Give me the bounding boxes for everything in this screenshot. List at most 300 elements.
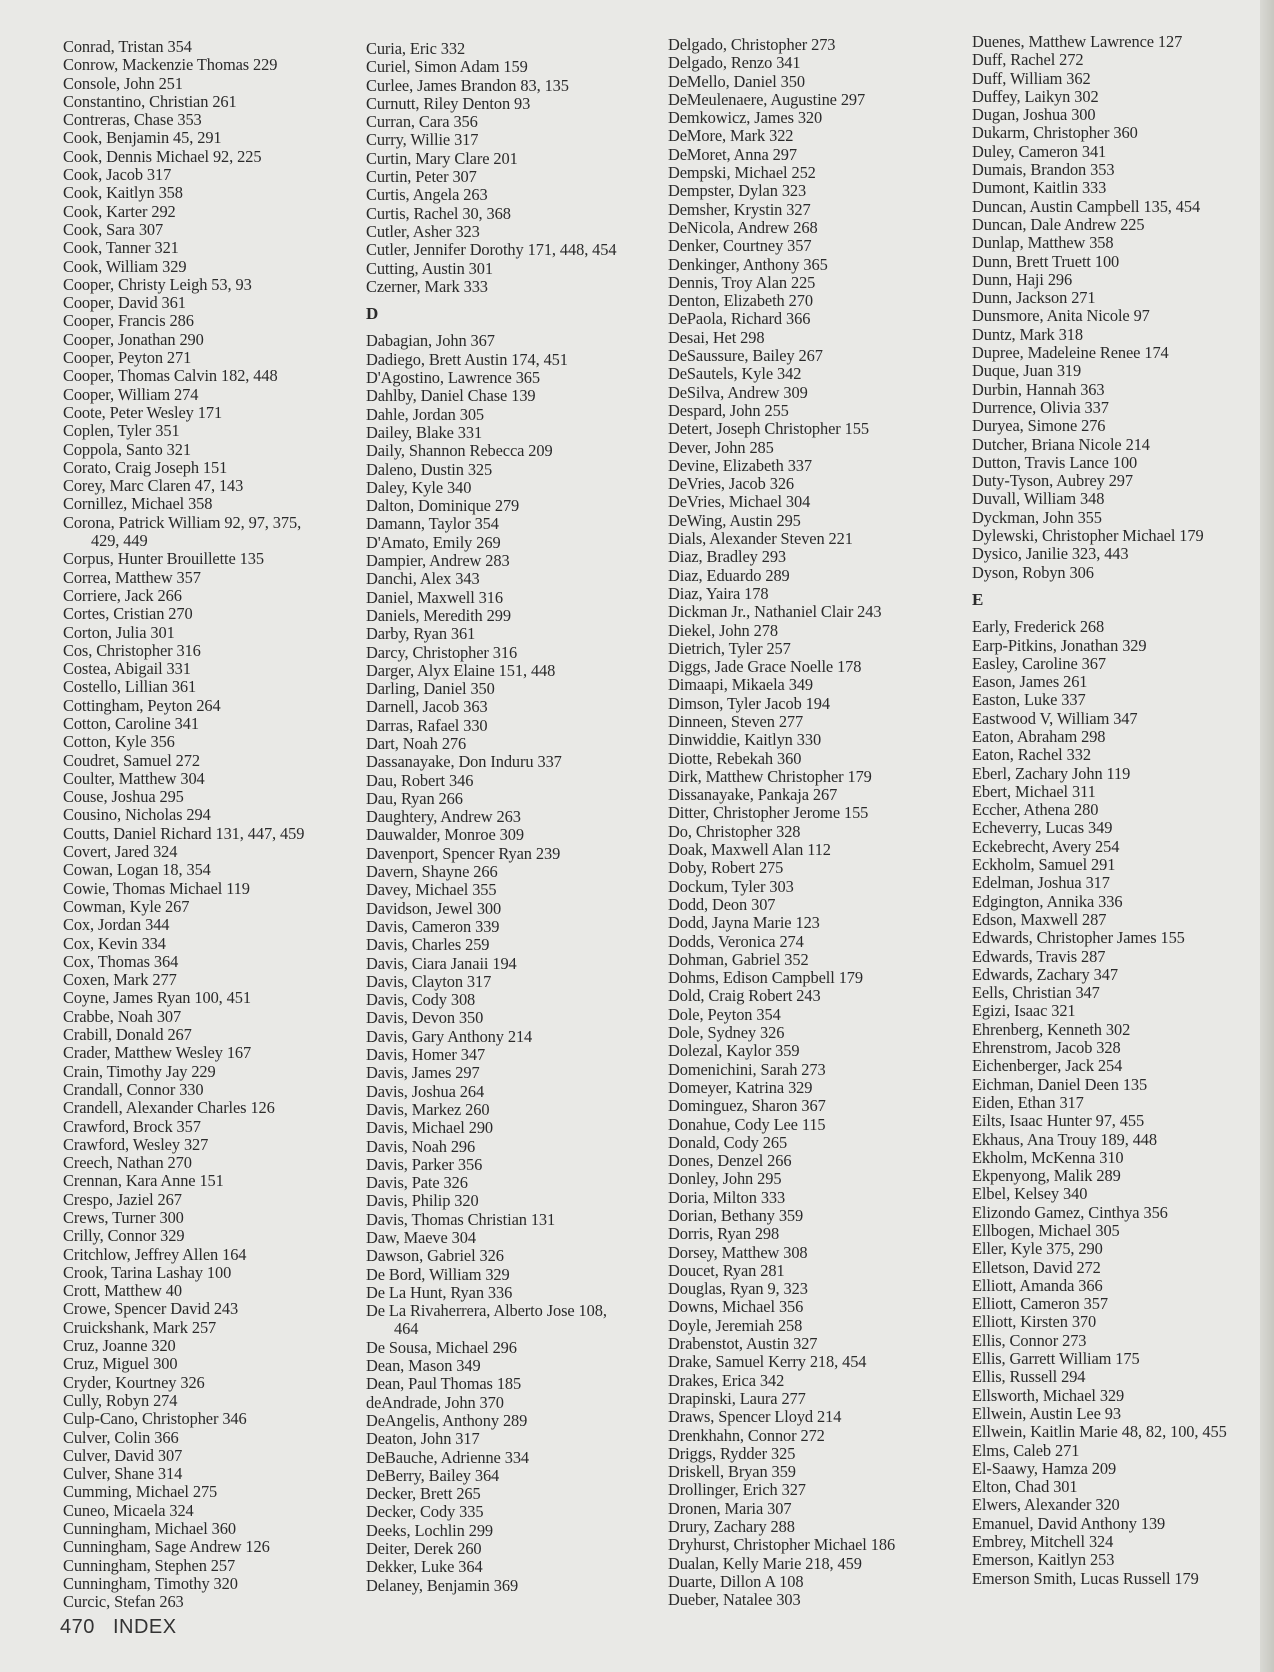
index-entry: Cutler, Asher 323 bbox=[366, 221, 480, 241]
index-entry: Coyne, James Ryan 100, 451 bbox=[63, 988, 251, 1008]
index-entry: Easton, Luke 337 bbox=[972, 690, 1086, 710]
index-entry: Deaton, John 317 bbox=[366, 1429, 480, 1449]
index-entry: Diotte, Rebekah 360 bbox=[668, 748, 802, 768]
index-entry: Cowie, Thomas Michael 119 bbox=[63, 878, 250, 898]
index-entry: Coulter, Matthew 304 bbox=[63, 768, 205, 788]
index-entry: Cowman, Kyle 267 bbox=[63, 896, 190, 916]
index-entry: Delgado, Renzo 341 bbox=[668, 53, 801, 73]
index-entry: Cruickshank, Mark 257 bbox=[63, 1317, 217, 1337]
index-entry: Drenkhahn, Connor 272 bbox=[668, 1425, 825, 1445]
index-entry: Doyle, Jeremiah 258 bbox=[668, 1315, 803, 1335]
index-entry: Dronen, Maria 307 bbox=[668, 1498, 792, 1518]
index-entry: Dart, Noah 276 bbox=[366, 733, 467, 753]
index-entry: Cutting, Austin 301 bbox=[366, 258, 493, 278]
page-number: 470 bbox=[60, 1616, 95, 1638]
index-entry: Constantino, Christian 261 bbox=[63, 91, 237, 111]
index-entry: Curcic, Stefan 263 bbox=[63, 1592, 184, 1612]
index-entry: Daily, Shannon Rebecca 209 bbox=[366, 441, 553, 461]
index-entry: Dassanayake, Don Induru 337 bbox=[366, 752, 562, 772]
index-entry: Denker, Courtney 357 bbox=[668, 236, 812, 256]
index-entry: Dueber, Natalee 303 bbox=[668, 1590, 801, 1610]
index-entry: Cunningham, Sage Andrew 126 bbox=[63, 1537, 270, 1557]
index-entry: DeMoret, Anna 297 bbox=[668, 144, 797, 164]
index-entry: Elms, Caleb 271 bbox=[972, 1440, 1080, 1460]
index-entry: Coote, Peter Wesley 171 bbox=[63, 402, 223, 422]
index-entry: Duarte, Dillon A 108 bbox=[668, 1571, 804, 1591]
index-entry: Do, Christopher 328 bbox=[668, 821, 801, 841]
index-entry: Cotton, Kyle 356 bbox=[63, 732, 175, 752]
index-entry: Cousino, Nicholas 294 bbox=[63, 805, 211, 825]
index-entry: Drollinger, Erich 327 bbox=[668, 1480, 806, 1500]
index-entry: Dukarm, Christopher 360 bbox=[972, 123, 1138, 143]
index-entry: Couse, Joshua 295 bbox=[63, 787, 184, 807]
index-entry: Culver, David 307 bbox=[63, 1445, 183, 1465]
index-entry: Edwards, Zachary 347 bbox=[972, 964, 1118, 984]
index-entry: Corey, Marc Claren 47, 143 bbox=[63, 476, 244, 496]
index-entry: Cook, William 329 bbox=[63, 256, 187, 276]
index-entry: Crews, Turner 300 bbox=[63, 1208, 184, 1227]
index-entry: Davey, Michael 355 bbox=[366, 880, 497, 900]
index-entry: Earp-Pitkins, Jonathan 329 bbox=[972, 635, 1147, 655]
index-entry: Davis, James 297 bbox=[366, 1063, 480, 1083]
index-entry: Davis, Gary Anthony 214 bbox=[366, 1026, 533, 1046]
index-entry: Dunn, Haji 296 bbox=[972, 269, 1073, 289]
index-entry: Duty-Tyson, Aubrey 297 bbox=[972, 471, 1134, 491]
index-entry: Dohman, Gabriel 352 bbox=[668, 949, 809, 969]
index-entry: Easley, Caroline 367 bbox=[972, 653, 1106, 673]
index-entry: Cornillez, Michael 358 bbox=[63, 494, 213, 514]
index-entry: Coppola, Santo 321 bbox=[63, 439, 191, 459]
index-entry: Dorsey, Matthew 308 bbox=[668, 1242, 808, 1262]
index-entry: Doak, Maxwell Alan 112 bbox=[668, 840, 831, 860]
index-entry: Delgado, Christopher 273 bbox=[668, 35, 836, 54]
index-entry: Dissanayake, Pankaja 267 bbox=[668, 785, 838, 805]
index-entry: Eells, Christian 347 bbox=[972, 983, 1100, 1003]
index-entry: Ditter, Christopher Jerome 155 bbox=[668, 803, 869, 823]
index-entry: Cruz, Miguel 300 bbox=[63, 1354, 178, 1374]
section-letter-heading: E bbox=[972, 589, 984, 609]
index-entry: Dyckman, John 355 bbox=[972, 507, 1102, 527]
index-entry: Eaton, Abraham 298 bbox=[972, 726, 1106, 746]
index-entry: Decker, Brett 265 bbox=[366, 1484, 481, 1504]
index-entry: Deeks, Lochlin 299 bbox=[366, 1520, 494, 1540]
index-entry: Edgington, Annika 336 bbox=[972, 891, 1123, 911]
index-entry: Corriere, Jack 266 bbox=[63, 585, 182, 605]
index-entry: Dean, Paul Thomas 185 bbox=[366, 1374, 522, 1394]
index-entry: Cooper, Thomas Calvin 182, 448 bbox=[63, 366, 278, 386]
index-entry: DePaola, Richard 366 bbox=[668, 309, 811, 329]
index-entry: Edson, Maxwell 287 bbox=[972, 909, 1107, 929]
index-entry: Duley, Cameron 341 bbox=[972, 141, 1107, 161]
index-entry: Dau, Robert 346 bbox=[366, 770, 474, 790]
index-entry: Demkowicz, James 320 bbox=[668, 108, 823, 128]
index-entry: Dumais, Brandon 353 bbox=[972, 160, 1115, 180]
index-entry: Davis, Parker 356 bbox=[366, 1154, 483, 1174]
index-entry: Dunsmore, Anita Nicole 97 bbox=[972, 306, 1150, 326]
index-entry: Dauwalder, Monroe 309 bbox=[366, 825, 524, 845]
index-entry: Eaton, Rachel 332 bbox=[972, 745, 1091, 765]
index-entry: Desai, Het 298 bbox=[668, 327, 765, 347]
index-entry: Diekel, John 278 bbox=[668, 620, 778, 640]
index-entry: Eichenberger, Jack 254 bbox=[972, 1056, 1123, 1076]
index-entry: Covert, Jared 324 bbox=[63, 842, 178, 862]
index-entry: Dole, Peyton 354 bbox=[668, 1004, 781, 1024]
index-entry: Darnell, Jacob 363 bbox=[366, 697, 488, 717]
index-entry: Elliott, Amanda 366 bbox=[972, 1275, 1103, 1295]
index-entry: DeMore, Mark 322 bbox=[668, 126, 794, 146]
index-entry: Echeverry, Lucas 349 bbox=[972, 818, 1113, 838]
index-entry: Contreras, Chase 353 bbox=[63, 110, 202, 130]
index-entry: Emerson Smith, Lucas Russell 179 bbox=[972, 1568, 1199, 1588]
index-entry: Daughtery, Andrew 263 bbox=[366, 807, 521, 827]
index-entry: Draws, Spencer Lloyd 214 bbox=[668, 1407, 842, 1427]
index-entry: D'Agostino, Lawrence 365 bbox=[366, 368, 540, 388]
index-entry: Crabbe, Noah 307 bbox=[63, 1006, 182, 1026]
index-entry: Edwards, Travis 287 bbox=[972, 946, 1106, 966]
section-title: INDEX bbox=[112, 1616, 177, 1638]
index-entry: Dempski, Michael 252 bbox=[668, 163, 816, 183]
index-entry: Duff, William 362 bbox=[972, 68, 1091, 88]
index-entry: Coudret, Samuel 272 bbox=[63, 750, 200, 770]
index-entry: Darger, Alyx Elaine 151, 448 bbox=[366, 660, 556, 680]
index-entry: Dennis, Troy Alan 225 bbox=[668, 272, 816, 292]
index-entry: Costello, Lillian 361 bbox=[63, 677, 197, 697]
index-entry: Cook, Karter 292 bbox=[63, 201, 176, 221]
index-entry: Czerner, Mark 333 bbox=[366, 276, 488, 296]
index-entry: Dugan, Joshua 300 bbox=[972, 105, 1096, 125]
index-entry: Cook, Kaitlyn 358 bbox=[63, 183, 183, 203]
index-entry: Despard, John 255 bbox=[668, 400, 789, 420]
index-entry: Eckholm, Samuel 291 bbox=[972, 855, 1116, 875]
index-entry: Eckebrecht, Avery 254 bbox=[972, 836, 1120, 856]
index-entry: Darcy, Christopher 316 bbox=[366, 642, 518, 662]
index-entry: Conrad, Tristan 354 bbox=[63, 37, 192, 56]
index-entry: Daleno, Dustin 325 bbox=[366, 459, 493, 479]
index-column-1 bbox=[63, 38, 363, 1612]
index-entry: Curtis, Rachel 30, 368 bbox=[366, 203, 511, 223]
index-entry: Coplen, Tyler 351 bbox=[63, 421, 180, 441]
index-entry: DeSautels, Kyle 342 bbox=[668, 364, 802, 384]
index-entry: Duvall, William 348 bbox=[972, 489, 1105, 509]
index-entry: Darling, Daniel 350 bbox=[366, 679, 495, 699]
index-entry: Ekholm, McKenna 310 bbox=[972, 1147, 1124, 1167]
index-entry: Cooper, David 361 bbox=[63, 293, 186, 313]
index-entry: Dylewski, Christopher Michael 179 bbox=[972, 526, 1204, 546]
index-entry: Culver, Colin 366 bbox=[63, 1427, 179, 1447]
index-entry: Corpus, Hunter Brouillette 135 bbox=[63, 549, 264, 569]
index-entry: Cumming, Michael 275 bbox=[63, 1482, 218, 1502]
index-entry: Coxen, Mark 277 bbox=[63, 970, 177, 990]
index-entry: Edwards, Christopher James 155 bbox=[972, 928, 1185, 948]
index-entry: Dahle, Jordan 305 bbox=[366, 404, 485, 424]
index-entry: Domenichini, Sarah 273 bbox=[668, 1059, 826, 1079]
index-entry: Drakes, Erica 342 bbox=[668, 1370, 785, 1390]
index-entry: Dever, John 285 bbox=[668, 437, 774, 457]
index-entry: Davern, Shayne 266 bbox=[366, 862, 498, 882]
index-entry: Dabagian, John 367 bbox=[366, 331, 495, 351]
index-entry: Cook, Jacob 317 bbox=[63, 165, 172, 185]
index-entry: Dorian, Bethany 359 bbox=[668, 1206, 804, 1225]
index-entry: Donahue, Cody Lee 115 bbox=[668, 1114, 826, 1134]
index-entry: Dysico, Janilie 323, 443 bbox=[972, 544, 1129, 564]
index-entry: Ellwein, Austin Lee 93 bbox=[972, 1403, 1121, 1423]
index-entry: Console, John 251 bbox=[63, 73, 183, 93]
index-entry: Driskell, Bryan 359 bbox=[668, 1462, 796, 1482]
index-entry: DeMeulenaere, Augustine 297 bbox=[668, 89, 866, 109]
index-entry: Ellbogen, Michael 305 bbox=[972, 1221, 1120, 1240]
index-entry: Dodds, Veronica 274 bbox=[668, 931, 804, 951]
index-entry: Dupree, Madeleine Renee 174 bbox=[972, 343, 1169, 363]
index-entry: DeBauche, Adrienne 334 bbox=[366, 1447, 530, 1467]
index-entry: Drake, Samuel Kerry 218, 454 bbox=[668, 1352, 867, 1372]
index-entry: Eller, Kyle 375, 290 bbox=[972, 1239, 1103, 1259]
index-entry: Davis, Cody 308 bbox=[366, 990, 476, 1010]
index-entry: Dawson, Gabriel 326 bbox=[366, 1246, 504, 1266]
index-entry: Elizondo Gamez, Cinthya 356 bbox=[972, 1202, 1168, 1222]
index-entry: Eberl, Zachary John 119 bbox=[972, 763, 1131, 783]
index-entry: Ellis, Connor 273 bbox=[972, 1330, 1087, 1350]
index-entry: Dekker, Luke 364 bbox=[366, 1557, 483, 1577]
index-entry: Davidson, Jewel 300 bbox=[366, 898, 502, 918]
index-entry: Dutcher, Briana Nicole 214 bbox=[972, 434, 1150, 454]
index-entry: Eilts, Isaac Hunter 97, 455 bbox=[972, 1111, 1145, 1131]
index-entry: DeVries, Jacob 326 bbox=[668, 474, 795, 494]
index-entry: Ellis, Garrett William 175 bbox=[972, 1349, 1140, 1369]
index-entry: Diaz, Eduardo 289 bbox=[668, 565, 790, 585]
index-entry: Elbel, Kelsey 340 bbox=[972, 1184, 1088, 1204]
index-entry: Crott, Matthew 40 bbox=[63, 1281, 182, 1301]
index-entry: Duryea, Simone 276 bbox=[972, 416, 1106, 436]
index-entry: Cooper, William 274 bbox=[63, 384, 199, 404]
index-entry: Cook, Tanner 321 bbox=[63, 238, 179, 258]
index-entry: Dietrich, Tyler 257 bbox=[668, 638, 791, 658]
index-entry: Curry, Willie 317 bbox=[366, 130, 479, 150]
index-entry: Cryder, Kourtney 326 bbox=[63, 1372, 205, 1392]
index-entry: Eastwood V, William 347 bbox=[972, 708, 1138, 728]
index-entry: Donald, Cody 265 bbox=[668, 1132, 788, 1152]
index-entry: Davis, Philip 320 bbox=[366, 1191, 479, 1211]
index-entry: Early, Frederick 268 bbox=[972, 617, 1105, 637]
index-entry: Darby, Ryan 361 bbox=[366, 624, 476, 644]
index-entry: Dahlby, Daniel Chase 139 bbox=[366, 386, 536, 406]
index-entry-continuation: 464 bbox=[394, 1319, 419, 1339]
index-entry: Dryhurst, Christopher Michael 186 bbox=[668, 1535, 896, 1555]
index-entry: DeWing, Austin 295 bbox=[668, 510, 801, 530]
index-entry: Eiden, Ethan 317 bbox=[972, 1092, 1084, 1112]
index-entry: Dole, Sydney 326 bbox=[668, 1023, 785, 1043]
index-entry: Danchi, Alex 343 bbox=[366, 569, 480, 589]
index-entry: Davis, Pate 326 bbox=[366, 1173, 468, 1193]
index-entry: Duffey, Laikyn 302 bbox=[972, 86, 1099, 106]
index-entry: Eccher, Athena 280 bbox=[972, 800, 1099, 820]
index-entry: Corton, Julia 301 bbox=[63, 622, 175, 642]
index-entry: Corona, Patrick William 92, 97, 375, bbox=[63, 512, 302, 532]
index-entry: Curiel, Simon Adam 159 bbox=[366, 57, 528, 77]
index-entry: Duncan, Austin Campbell 135, 454 bbox=[972, 196, 1201, 216]
index-entry: Darras, Rafael 330 bbox=[366, 715, 488, 735]
index-entry: Duque, Juan 319 bbox=[972, 361, 1082, 381]
index-entry: Creech, Nathan 270 bbox=[63, 1153, 192, 1173]
index-entry: Dodd, Jayna Marie 123 bbox=[668, 913, 820, 933]
index-entry: Domeyer, Katrina 329 bbox=[668, 1077, 813, 1097]
index-entry: Dualan, Kelly Marie 218, 459 bbox=[668, 1553, 862, 1573]
index-entry: Douglas, Ryan 9, 323 bbox=[668, 1279, 808, 1299]
index-entry: Costea, Abigail 331 bbox=[63, 659, 191, 679]
index-entry: Duenes, Matthew Lawrence 127 bbox=[972, 32, 1183, 51]
index-entry: Downs, Michael 356 bbox=[668, 1297, 804, 1317]
index-entry: Curran, Cara 356 bbox=[366, 112, 478, 132]
index-entry: Ebert, Michael 311 bbox=[972, 781, 1096, 801]
index-entry: Elliott, Kirsten 370 bbox=[972, 1312, 1097, 1332]
index-entry: Culver, Shane 314 bbox=[63, 1464, 183, 1484]
index-column-2 bbox=[366, 40, 666, 1595]
index-column-4 bbox=[972, 33, 1272, 1588]
index-entry: Ehrenstrom, Jacob 328 bbox=[972, 1038, 1121, 1058]
index-entry: Dominguez, Sharon 367 bbox=[668, 1096, 826, 1116]
index-entry: Curnutt, Riley Denton 93 bbox=[366, 93, 531, 113]
index-entry: Dials, Alexander Steven 221 bbox=[668, 529, 853, 549]
index-entry: DeNicola, Andrew 268 bbox=[668, 217, 818, 237]
index-entry: DeSaussure, Bailey 267 bbox=[668, 346, 823, 366]
index-entry: Dumont, Kaitlin 333 bbox=[972, 178, 1107, 198]
index-entry: Dunn, Brett Truett 100 bbox=[972, 251, 1120, 271]
index-entry: Davis, Michael 290 bbox=[366, 1118, 494, 1138]
index-entry: Davis, Cameron 339 bbox=[366, 916, 500, 936]
index-entry: Cooper, Christy Leigh 53, 93 bbox=[63, 274, 252, 294]
index-entry: Dodd, Deon 307 bbox=[668, 894, 776, 914]
index-entry: Crennan, Kara Anne 151 bbox=[63, 1171, 224, 1191]
index-entry: Cunningham, Michael 360 bbox=[63, 1519, 236, 1539]
index-entry: Dadiego, Brett Austin 174, 451 bbox=[366, 349, 568, 369]
index-entry: Donley, John 295 bbox=[668, 1169, 782, 1189]
index-entry: Daniel, Maxwell 316 bbox=[366, 587, 503, 607]
index-entry: deAndrade, John 370 bbox=[366, 1392, 504, 1412]
index-entry: Cotton, Caroline 341 bbox=[63, 713, 199, 733]
index-entry: Curia, Eric 332 bbox=[366, 39, 466, 58]
index-entry: D'Amato, Emily 269 bbox=[366, 532, 501, 552]
index-entry: Drapinski, Laura 277 bbox=[668, 1388, 806, 1408]
index-entry: Durrence, Olivia 337 bbox=[972, 397, 1109, 417]
index-entry: Cunningham, Timothy 320 bbox=[63, 1573, 238, 1593]
index-entry: Crawford, Wesley 327 bbox=[63, 1134, 209, 1154]
index-entry: Dinneen, Steven 277 bbox=[668, 711, 804, 731]
index-entry: Ehrenberg, Kenneth 302 bbox=[972, 1019, 1131, 1039]
index-entry: Duntz, Mark 318 bbox=[972, 324, 1083, 344]
index-entry: Dirk, Matthew Christopher 179 bbox=[668, 766, 872, 786]
index-entry: Delaney, Benjamin 369 bbox=[366, 1575, 519, 1595]
index-entry: Dailey, Blake 331 bbox=[366, 422, 483, 442]
index-entry: Cos, Christopher 316 bbox=[63, 640, 201, 660]
index-entry: DeMello, Daniel 350 bbox=[668, 71, 805, 91]
index-entry: Dalton, Dominique 279 bbox=[366, 496, 520, 516]
index-entry: Elwers, Alexander 320 bbox=[972, 1495, 1120, 1515]
index-entry: Egizi, Isaac 321 bbox=[972, 1001, 1076, 1021]
index-entry: Ekhaus, Ana Trouy 189, 448 bbox=[972, 1129, 1157, 1149]
index-entry: Crook, Tarina Lashay 100 bbox=[63, 1262, 232, 1282]
index-entry: Cooper, Francis 286 bbox=[63, 311, 194, 331]
index-entry: Davis, Ciara Janaii 194 bbox=[366, 953, 517, 973]
index-entry: Critchlow, Jeffrey Allen 164 bbox=[63, 1244, 247, 1264]
index-entry: De Bord, William 329 bbox=[366, 1264, 510, 1284]
index-entry: Daniels, Meredith 299 bbox=[366, 605, 511, 625]
index-entry: Dold, Craig Robert 243 bbox=[668, 986, 821, 1006]
index-entry: Curtin, Peter 307 bbox=[366, 167, 477, 187]
index-entry: Cook, Dennis Michael 92, 225 bbox=[63, 146, 262, 166]
index-entry: Crandall, Connor 330 bbox=[63, 1079, 204, 1099]
index-entry: Cuneo, Micaela 324 bbox=[63, 1500, 194, 1520]
index-entry: Coutts, Daniel Richard 131, 447, 459 bbox=[63, 823, 305, 843]
index-entry: Dolezal, Kaylor 359 bbox=[668, 1041, 800, 1061]
index-entry: Davis, Charles 259 bbox=[366, 935, 490, 955]
index-entry: Cox, Thomas 364 bbox=[63, 951, 179, 971]
index-entry: Duncan, Dale Andrew 225 bbox=[972, 214, 1145, 234]
index-entry: Crabill, Donald 267 bbox=[63, 1025, 192, 1045]
index-entry: Dau, Ryan 266 bbox=[366, 788, 463, 808]
index-entry: Drabenstot, Austin 327 bbox=[668, 1334, 818, 1354]
index-entry: Curlee, James Brandon 83, 135 bbox=[366, 75, 569, 95]
index-entry: Curtin, Mary Clare 201 bbox=[366, 148, 518, 168]
index-entry: Eichman, Daniel Deen 135 bbox=[972, 1074, 1148, 1094]
index-entry: Dean, Mason 349 bbox=[366, 1356, 481, 1376]
index-entry: Ekpenyong, Malik 289 bbox=[972, 1166, 1121, 1186]
index-entry: De La Rivaherrera, Alberto Jose 108, bbox=[366, 1301, 607, 1321]
index-entry: Ellwein, Kaitlin Marie 48, 82, 100, 455 bbox=[972, 1422, 1227, 1442]
index-entry: Davis, Devon 350 bbox=[366, 1008, 484, 1028]
index-entry: Cunningham, Stephen 257 bbox=[63, 1555, 236, 1575]
index-entry: Duff, Rachel 272 bbox=[972, 50, 1084, 70]
index-entry: Cook, Sara 307 bbox=[63, 219, 164, 239]
index-entry: Doby, Robert 275 bbox=[668, 858, 784, 878]
index-entry: De La Hunt, Ryan 336 bbox=[366, 1282, 513, 1302]
index-entry: Denkinger, Anthony 365 bbox=[668, 254, 828, 274]
index-entry: Crilly, Connor 329 bbox=[63, 1226, 185, 1246]
index-entry: Eason, James 261 bbox=[972, 672, 1088, 692]
index-entry: Dimson, Tyler Jacob 194 bbox=[668, 693, 830, 713]
index-entry: Dickman Jr., Nathaniel Clair 243 bbox=[668, 602, 882, 622]
index-entry: Ellis, Russell 294 bbox=[972, 1367, 1086, 1387]
index-entry: Davis, Markez 260 bbox=[366, 1099, 490, 1119]
index-entry: Crain, Timothy Jay 229 bbox=[63, 1061, 216, 1081]
index-entry: Cooper, Peyton 271 bbox=[63, 348, 192, 368]
index-entry: Dorris, Ryan 298 bbox=[668, 1224, 780, 1244]
index-entry: Curtis, Angela 263 bbox=[366, 185, 488, 205]
index-entry: Elliott, Cameron 357 bbox=[972, 1294, 1108, 1314]
index-entry: Embrey, Mitchell 324 bbox=[972, 1532, 1114, 1552]
index-entry: Doria, Milton 333 bbox=[668, 1187, 786, 1207]
index-entry: Conrow, Mackenzie Thomas 229 bbox=[63, 55, 278, 75]
index-entry: Diaz, Bradley 293 bbox=[668, 547, 787, 567]
index-entry: Dimaapi, Mikaela 349 bbox=[668, 675, 814, 695]
index-entry: Diaz, Yaira 178 bbox=[668, 583, 769, 603]
index-entry: Durbin, Hannah 363 bbox=[972, 379, 1105, 399]
index-entry: Corato, Craig Joseph 151 bbox=[63, 457, 228, 477]
index-entry: Damann, Taylor 354 bbox=[366, 514, 499, 534]
index-entry: Dempster, Dylan 323 bbox=[668, 181, 807, 201]
index-entry: Ellsworth, Michael 329 bbox=[972, 1385, 1125, 1405]
index-entry: Cottingham, Peyton 264 bbox=[63, 695, 221, 715]
index-entry: Davis, Joshua 264 bbox=[366, 1081, 485, 1101]
index-entry: Cowan, Logan 18, 354 bbox=[63, 860, 211, 880]
index-entry: Elletson, David 272 bbox=[972, 1257, 1101, 1277]
index-entry: DeBerry, Bailey 364 bbox=[366, 1465, 500, 1485]
index-entry: Dyson, Robyn 306 bbox=[972, 562, 1094, 582]
index-entry: Dampier, Andrew 283 bbox=[366, 551, 510, 571]
index-entry: Cutler, Jennifer Dorothy 171, 448, 454 bbox=[366, 240, 617, 260]
index-entry: Dinwiddie, Kaitlyn 330 bbox=[668, 730, 822, 750]
index-column-3 bbox=[668, 36, 968, 1610]
index-entry: Diggs, Jade Grace Noelle 178 bbox=[668, 657, 862, 677]
index-entry: DeAngelis, Anthony 289 bbox=[366, 1410, 528, 1430]
